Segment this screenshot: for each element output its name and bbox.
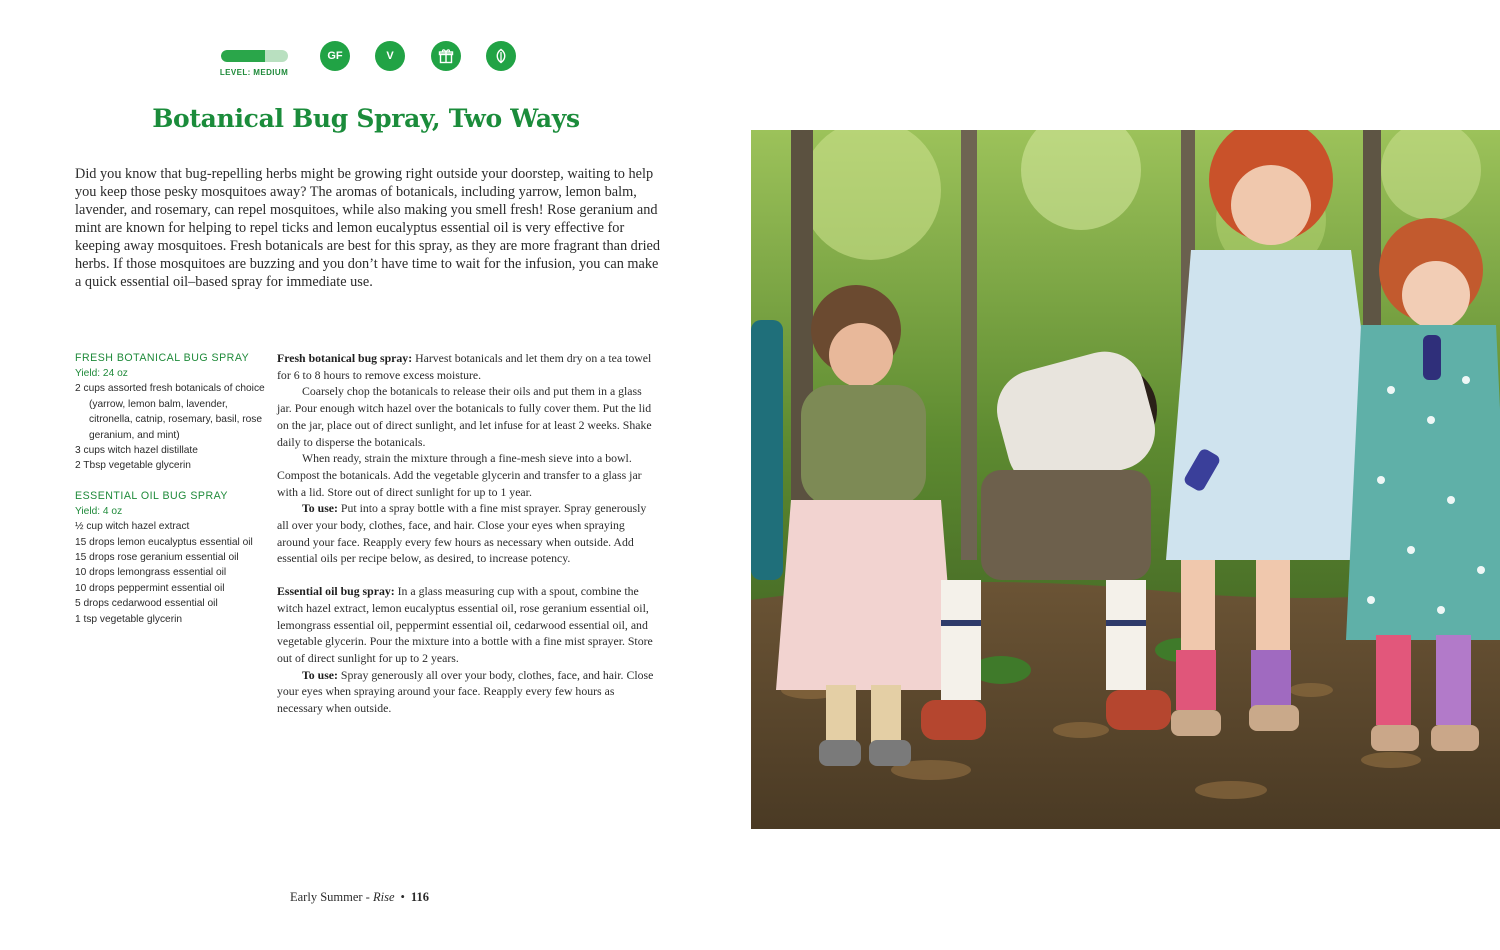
fresh-spray-yield: Yield: 24 oz <box>75 368 128 379</box>
fresh-method-step-3: When ready, strain the mixture through a fine-mesh sieve into a bowl. Compost the botanicals. Add the vegetable glycerin and transfer to a glass jar with a lid. Store out of direct sunlight for up to 1 year. <box>277 451 642 499</box>
essential-method-label: Essential oil bug spray: <box>277 584 395 599</box>
essential-usage-label: To use: <box>302 667 338 682</box>
difficulty-level <box>221 50 291 77</box>
footer-section-italic: Rise <box>372 890 395 904</box>
footer-section: Early Summer - <box>290 890 373 904</box>
essential-method-paragraph <box>277 583 657 667</box>
essential-oil-spray-yield: Yield: 4 oz <box>75 505 123 517</box>
fresh-usage-paragraph <box>277 500 657 567</box>
fresh-method-label: Fresh botanical bug spray: <box>277 351 413 365</box>
ingredient-item: ½ cup witch hazel extract <box>75 521 190 533</box>
ingredient-item: 3 cups witch hazel distillate <box>75 445 198 457</box>
gluten-free-badge <box>320 41 350 71</box>
level-bar-fill <box>221 50 265 62</box>
method-column <box>277 350 657 717</box>
ingredient-item: 10 drops lemongrass essential oil <box>75 567 227 579</box>
gift-icon-glyph <box>438 48 454 64</box>
essential-oil-spray-heading: ESSENTIAL OIL BUG SPRAY <box>75 489 228 502</box>
fresh-method-paragraph <box>277 350 657 383</box>
level-bar <box>221 50 288 62</box>
page-footer <box>290 890 429 905</box>
essential-usage-text: Spray generously all over your body, clothes, face, and hair. Close your eyes when spraying around your face. Reapply every few hours as necessary when outside. <box>277 667 654 716</box>
page-number: 116 <box>410 890 429 904</box>
fresh-spray-heading: FRESH BOTANICAL BUG SPRAY <box>75 352 250 364</box>
essential-usage-paragraph <box>277 667 657 717</box>
fresh-method-text: Harvest botanicals and let them dry on a tea towel for 6 to 8 hours to remove excess moisture. <box>277 351 652 382</box>
gift-icon <box>431 41 461 71</box>
ingredient-item: 15 drops lemon eucalyptus essential oil <box>75 536 253 548</box>
ingredient-item: 2 cups assorted fresh botanicals of choice (yarrow, lemon balm, lavender, citronella, catnip, rosemary, basil, rose geranium, and mint) <box>75 383 265 441</box>
ingredient-item: 10 drops peppermint essential oil <box>75 582 225 594</box>
fresh-usage-label: To use: <box>302 501 338 516</box>
essential-method-text: In a glass measuring cup with a spout, combine the witch hazel extract, lemon eucalyptus essential oil, rose geranium essential oil, lemongrass essential oil, peppermint essential oil, cedarwood essential oil, and vegetable glycerin. Pour the mixture into a bottle with a fine mist sprayer. Store out of direct sunlight for up to 2 years. <box>277 584 653 665</box>
vegan-badge <box>375 41 405 71</box>
gluten-free-badge-text: GF <box>327 50 343 62</box>
ingredients-column <box>75 350 265 627</box>
leaf-icon <box>486 41 516 71</box>
recipe-title: Botanical Bug Spray, Two Ways <box>152 104 580 133</box>
essential-ingredient-list <box>75 519 265 627</box>
fresh-method-step-2: Coarsely chop the botanicals to release their oils and put them in a glass jar. Pour enough witch hazel over the botanicals to fully cover them. Put the lid on the jar, place out of direct sunlight, and let infuse for at least 2 weeks. Shake daily to disperse the botanicals. <box>277 384 652 449</box>
fresh-ingredient-list <box>75 381 265 473</box>
leaf-icon-glyph <box>493 48 509 64</box>
footer-separator: • <box>400 890 405 904</box>
ingredient-item: 1 tsp vegetable glycerin <box>75 613 183 625</box>
vegan-badge-text: V <box>386 50 394 62</box>
ingredient-item: 5 drops cedarwood essential oil <box>75 598 218 610</box>
ingredient-item: 15 drops rose geranium essential oil <box>75 552 239 564</box>
ingredient-item: 2 Tbsp vegetable glycerin <box>75 460 191 472</box>
photo-illustration <box>751 130 1500 829</box>
fresh-usage-text: Put into a spray bottle with a fine mist sprayer. Spray generously all over your body, clothes, face, and hair. Close your eyes when spraying around your face. Reapply every few hours as necessary when outside. Add essential oils per recipe below, as desired, to increase potency. <box>277 501 647 566</box>
level-label: LEVEL: MEDIUM <box>219 68 289 77</box>
children-forest-photo <box>751 130 1500 829</box>
intro-paragraph: Did you know that bug-repelling herbs might be growing right outside your doorstep, waiting to help you keep those pesky mosquitoes away? The aromas of botanicals, including yarrow, lemon balm, lavender, and rosemary, can repel mosquitoes, while also making you smell fresh! Rose geranium and mint are known for helping to repel ticks and lemon eucalyptus essential oil is very effective for keeping away mosquitoes. Fresh botanicals are best for this spray, as they are more fragrant than dried herbs. If those mosquitoes are buzzing and you don’t have time to wait for the infusion, you can make a quick essential oil–based spray for immediate use. <box>75 166 661 290</box>
